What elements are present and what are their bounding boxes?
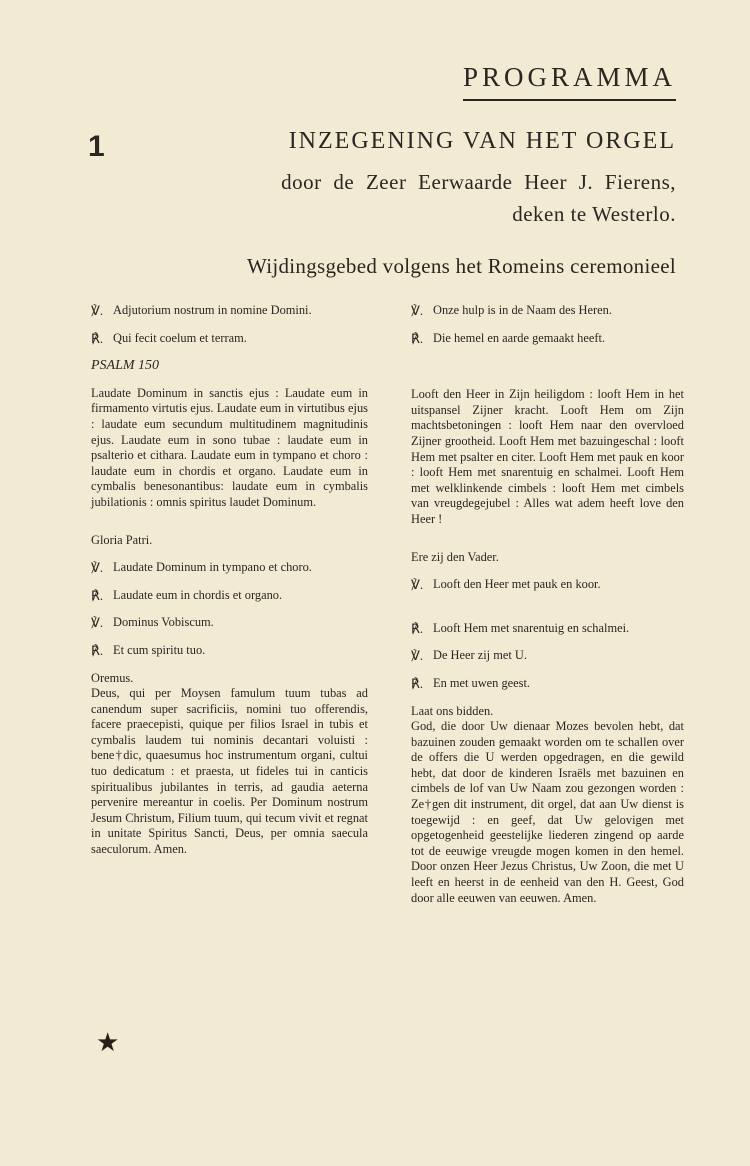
- response-symbol: ℟.: [91, 330, 104, 346]
- dutch-response-1: [411, 331, 684, 347]
- latin-response-2: [91, 588, 368, 604]
- dutch-versicle-1: [411, 303, 684, 319]
- dutch-versicle-2-text: Looft den Heer met pauk en koor.: [433, 577, 601, 592]
- response-symbol: ℟.: [91, 642, 104, 658]
- latin-prayer: Deus, qui per Moysen famulum tuum tubas ad canendum super sacrificiis, nomini tuo offerendis, facere praecepisti, quique per filios Israel in tubis et cymbalis laudem tui nominis decantari voluisti : bene†dic, quaesumus hoc instrumentum organi, cultui tuo dedicatum : et praesta, ut fideles tui in canticis spiritualibus jubilantes in terris, ad gaudia aeterna pervenire mereantur in coelis. Per Dominum nostrum Jesum Christum, Filium tuum, qui tecum vivit et regnat in unitate Spiritus Sancti, Deus, per omnia saecula saeculorum. Amen.: [91, 686, 368, 857]
- latin-versicle-3: [91, 615, 368, 631]
- dutch-versicle-3: [411, 648, 684, 664]
- section-title: INZEGENING VAN HET ORGEL: [288, 128, 676, 154]
- latin-response-1: [91, 331, 368, 347]
- dutch-psalm-text: Looft den Heer in Zijn heiligdom : looft Hem in het uitspansel Zijner kracht. Looft Hem om Zijn machtsbetoningen : looft Hem naar den overvloed Zijner grootheid. Looft Hem met bazuingeschal : looft Hem met psalter en citer. Looft Hem met pauk en koor : looft Hem met snarentuig en schalmei. Looft Hem met welklinkende cimbels : looft Hem met cimbels van vreugdegejubel : Alles wat adem heeft love den Heer !: [411, 387, 684, 526]
- section-subtitle: Wijdingsgebed volgens het Romeins ceremonieel: [246, 254, 676, 278]
- dutch-gloria: Ere zij den Vader.: [411, 549, 499, 564]
- latin-versicle-1: [91, 303, 368, 319]
- latin-versicle-2: [91, 560, 368, 576]
- response-symbol: ℟.: [91, 587, 104, 603]
- latin-psalm-text: Laudate Dominum in sanctis ejus : Laudate eum in firmamento virtutis ejus. Laudate eum in virtutibus ejus : laudate eum secundum multitudinem magnitudinis ejus. Laudate eum in sono tubae : laudate eum in psalterio et cithara. Laudate eum in tympano et choro : laudate eum in chordis et organo. Laudate eum in cymbalis benesonantibus: laudate eum in cymbalis jubilationis : omnis spiritus laudet Dominum.: [91, 385, 368, 509]
- latin-response-3-text: Et cum spiritu tuo.: [113, 642, 206, 657]
- response-symbol: ℟.: [411, 675, 424, 691]
- dutch-versicle-1-text: Onze hulp is in de Naam des Heren.: [433, 303, 612, 317]
- dutch-versicle-3-text: De Heer zij met U.: [433, 648, 527, 663]
- officiant-line-1: door de Zeer Eerwaarde Heer J. Fierens,: [281, 170, 676, 194]
- dutch-response-3: [411, 676, 684, 692]
- versicle-symbol: ℣.: [91, 560, 104, 576]
- dutch-response-1-text: Die hemel en aarde gemaakt heeft.: [433, 330, 605, 345]
- dutch-prayer: God, die door Uw dienaar Mozes bevolen hebt, dat bazuinen zouden gemaakt worden om te schallen over de offers die U werden opgedragen, en die gewild hebt, dat door de kinderen Israëls met bazuinen en cimbels de lof van Uw Naam zou gezongen worden : Ze†gen dit instrument, dit orgel, dat aan Uw dienst is toegewijd : en geef, dat Uw gelovigen met opgetogenheid geestelijke liederen zingend op aarde tot de eeuwige vreugde mogen komen in den hemel. Door onzen Heer Jezus Christus, Uw Zoon, die met U leeft en heerst in de eenheid van den H. Geest, God door alle eeuwen van eeuwen. Amen.: [411, 719, 684, 905]
- programme-heading: PROGRAMMA: [463, 62, 676, 101]
- latin-column: [91, 303, 368, 858]
- psalm-title: PSALM 150: [91, 358, 160, 374]
- dutch-versicle-2: [411, 577, 684, 593]
- dutch-response-3-text: En met uwen geest.: [433, 675, 531, 690]
- dutch-oremus: Laat ons bidden.: [411, 703, 494, 718]
- star-ornament-icon: ★: [96, 1028, 120, 1057]
- latin-response-1-text: Qui fecit coelum et terram.: [113, 330, 247, 345]
- latin-versicle-3-text: Dominus Vobiscum.: [113, 615, 214, 630]
- versicle-symbol: ℣.: [91, 615, 104, 631]
- dutch-response-2: [411, 621, 684, 637]
- versicle-symbol: ℣.: [411, 648, 424, 664]
- response-symbol: ℟.: [411, 330, 424, 346]
- officiant-line-2: deken te Westerlo.: [512, 202, 676, 226]
- dutch-column: [411, 303, 684, 906]
- section-number: 1: [88, 130, 105, 163]
- versicle-symbol: ℣.: [91, 303, 104, 318]
- latin-oremus: Oremus.: [91, 670, 134, 685]
- latin-response-2-text: Laudate eum in chordis et organo.: [113, 587, 283, 602]
- versicle-symbol: ℣.: [411, 303, 424, 318]
- response-symbol: ℟.: [411, 620, 424, 636]
- latin-response-3: [91, 643, 368, 659]
- latin-versicle-1-text: Adjutorium nostrum in nomine Domini.: [113, 303, 312, 317]
- latin-gloria: Gloria Patri.: [91, 532, 153, 547]
- dutch-response-2-text: Looft Hem met snarentuig en schalmei.: [433, 620, 630, 635]
- versicle-symbol: ℣.: [411, 577, 424, 593]
- latin-versicle-2-text: Laudate Dominum in tympano et choro.: [113, 560, 312, 575]
